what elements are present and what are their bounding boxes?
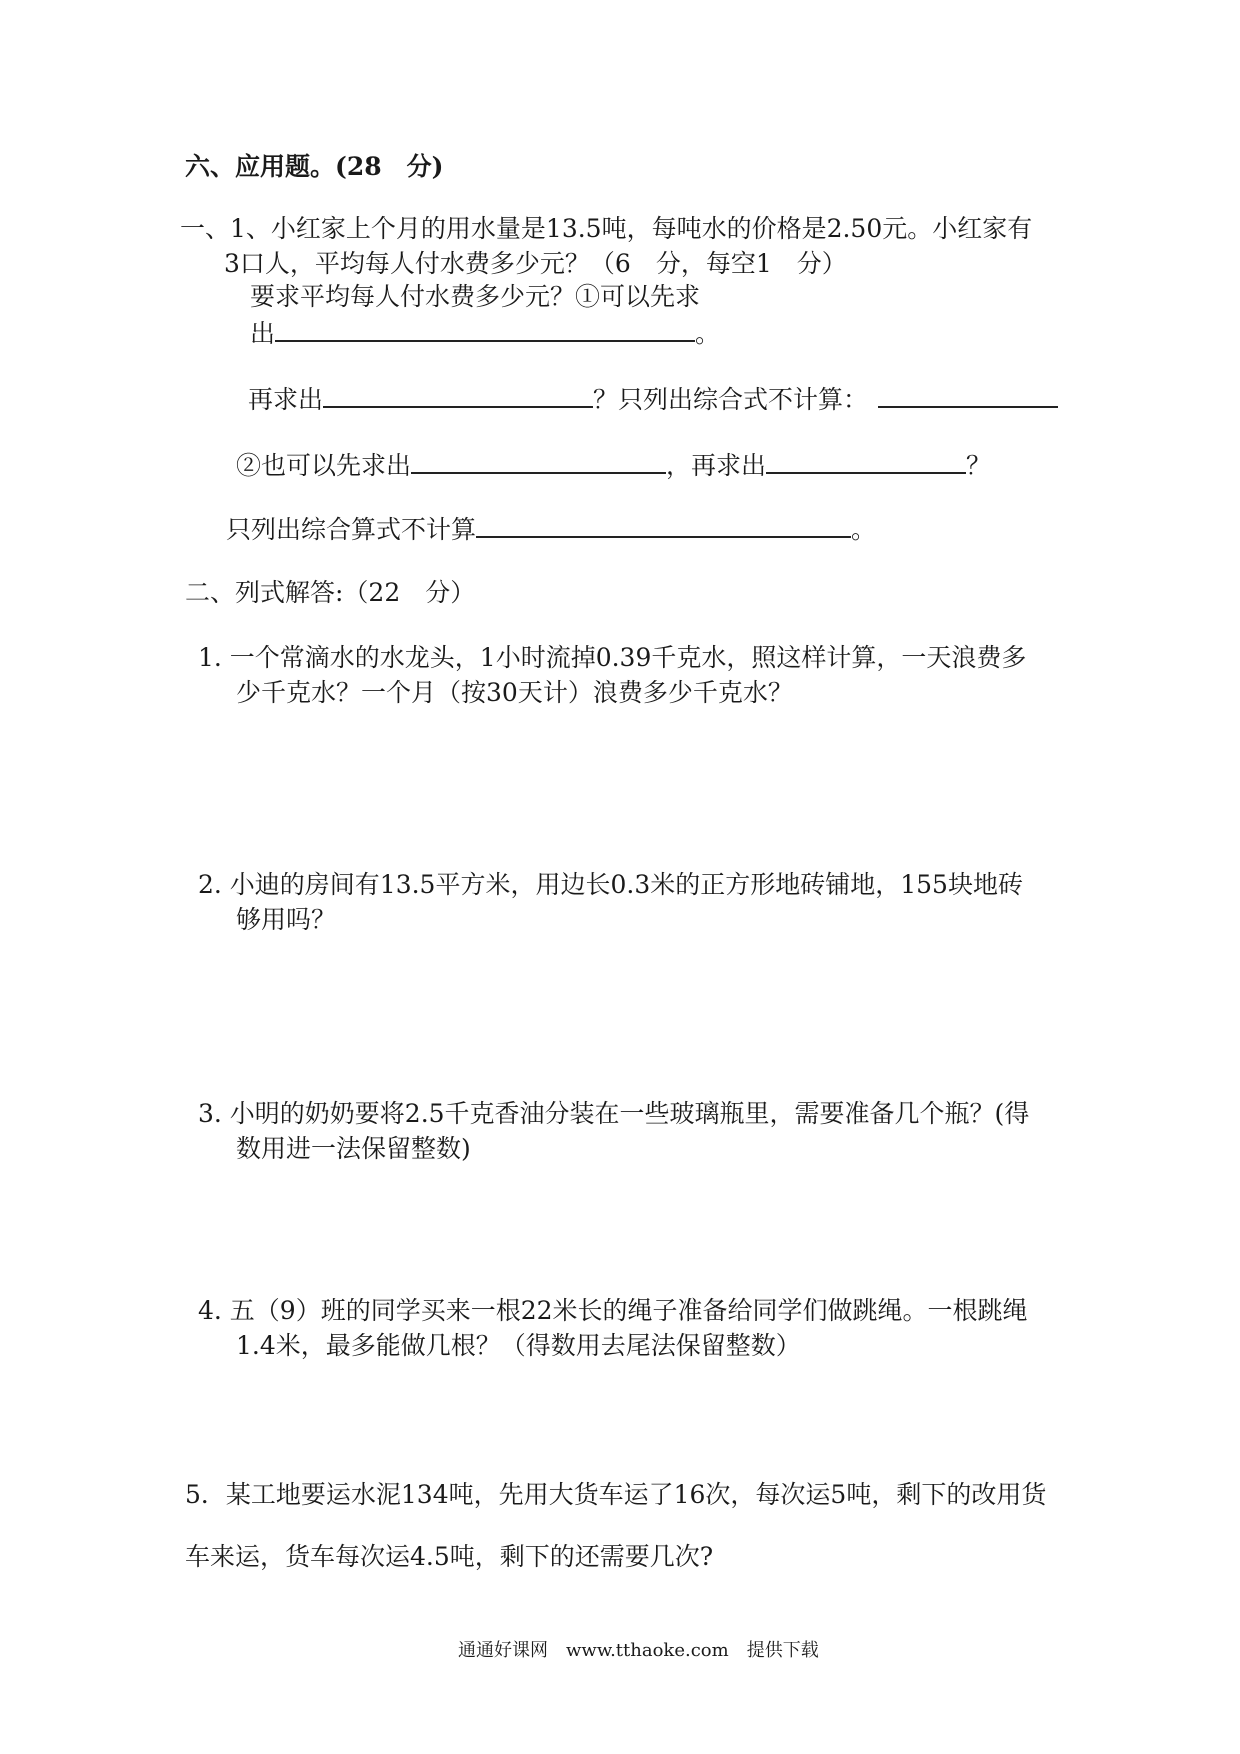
question-2-line-2: 够用吗？ bbox=[236, 905, 337, 934]
question-3-line-2: 数用进一法保留整数) bbox=[236, 1134, 471, 1163]
q1-line-4-prefix: 出 bbox=[250, 319, 276, 348]
section-six-title: 六、应用题。(28 分) bbox=[185, 152, 444, 181]
q1-blank-first-step[interactable] bbox=[275, 314, 695, 342]
q1-line-4-suffix: 。 bbox=[695, 319, 721, 348]
q1-line-3: 要求平均每人付水费多少元？①可以先求 bbox=[250, 282, 701, 311]
part-two-title: 二、列式解答:（22 分） bbox=[185, 578, 476, 607]
question-2-line-1: 2. 小迪的房间有13.5平方米，用边长0.3米的正方形地砖铺地，155块地砖 bbox=[198, 870, 1023, 899]
question-3-line-1: 3. 小明的奶奶要将2.5千克香油分装在一些玻璃瓶里，需要准备几个瓶？(得 bbox=[198, 1099, 1030, 1128]
question-4-line-1: 4. 五（9）班的同学买来一根22米长的绳子准备给同学们做跳绳。一根跳绳 bbox=[198, 1296, 1028, 1325]
q1-line-6-prefix: ②也可以先求出 bbox=[236, 451, 412, 480]
q1-line-6 bbox=[236, 446, 991, 483]
q1-line-6-suffix: ？ bbox=[966, 451, 992, 480]
q1-blank-alt-first-step[interactable] bbox=[411, 446, 666, 474]
q1-line-1: 一、1、小红家上个月的用水量是13.5吨，每吨水的价格是2.50元。小红家有 bbox=[180, 214, 1033, 243]
q1-line-5 bbox=[248, 380, 1058, 417]
question-5-line-1: 5．某工地要运水泥134吨，先用大货车运了16次，每次运5吨，剩下的改用货 bbox=[185, 1480, 1047, 1509]
question-5-line-2: 车来运，货车每次运4.5吨，剩下的还需要几次? bbox=[185, 1542, 714, 1571]
question-4-line-2: 1.4米，最多能做几根？（得数用去尾法保留整数） bbox=[236, 1331, 801, 1360]
q1-line-2: 3口人，平均每人付水费多少元？（6 分，每空1 分） bbox=[224, 249, 847, 278]
q1-line-7-prefix: 只列出综合算式不计算 bbox=[226, 515, 477, 544]
question-1-line-2: 少千克水？一个月（按30天计）浪费多少千克水？ bbox=[236, 678, 793, 707]
q1-line-7-suffix: 。 bbox=[851, 515, 877, 544]
q1-blank-second-step[interactable] bbox=[323, 380, 593, 408]
q1-blank-alt-combined-formula[interactable] bbox=[476, 510, 851, 538]
q1-blank-combined-formula[interactable] bbox=[878, 380, 1058, 408]
q1-blank-alt-second-step[interactable] bbox=[766, 446, 966, 474]
q1-line-5-prefix: 再求出 bbox=[248, 385, 324, 414]
q1-line-4 bbox=[250, 314, 720, 351]
q1-line-5-mid: ？只列出综合式不计算： bbox=[593, 385, 869, 414]
q1-line-6-mid: ，再求出 bbox=[666, 451, 767, 480]
q1-line-7 bbox=[226, 510, 876, 547]
footer-watermark: 通通好课网 www.tthaoke.com 提供下载 bbox=[458, 1640, 819, 1661]
question-1-line-1: 1. 一个常滴水的水龙头，1小时流掉0.39千克水，照这样计算，一天浪费多 bbox=[198, 643, 1027, 672]
